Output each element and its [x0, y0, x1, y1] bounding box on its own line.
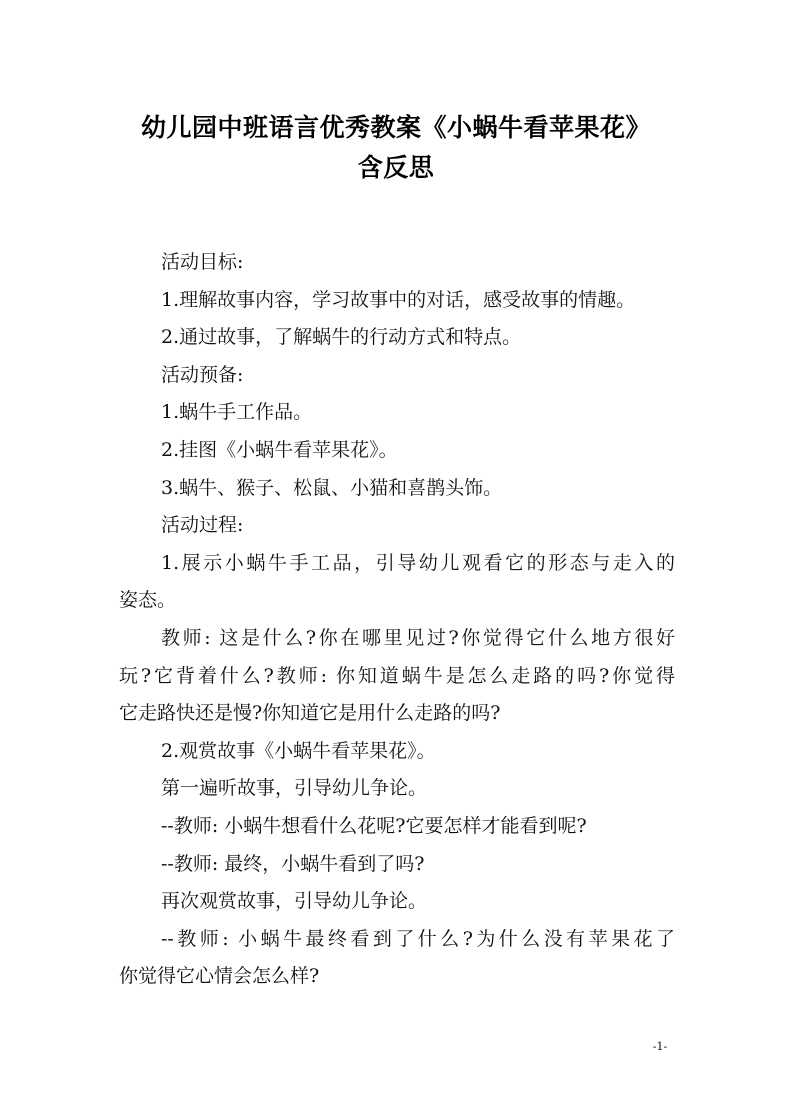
paragraph: 3.蜗牛、猴子、松鼠、小猫和喜鹊头饰。 — [161, 476, 503, 499]
section-heading-goals: 活动目标: — [161, 251, 244, 273]
paragraph-continuation: 姿态。 — [119, 589, 177, 612]
paragraph: 第一遍听故事，引导幼儿争论。 — [161, 777, 428, 800]
paragraph: 1.展示小蜗牛手工品，引导幼儿观看它的形态与走入的 — [161, 551, 675, 574]
paragraph: 2.通过故事，了解蜗牛的行动方式和特点。 — [161, 326, 522, 349]
document-title: 幼儿园中班语言优秀教案《小蜗牛看苹果花》 — [140, 113, 651, 142]
dialogue-line: --教师: 小蜗牛最终看到了什么?为什么没有苹果花了 — [161, 927, 675, 950]
paragraph: 2.挂图《小蜗牛看苹果花》。 — [161, 438, 398, 461]
paragraph: 再次观赏故事，引导幼儿争论。 — [161, 890, 428, 913]
paragraph: 2.观赏故事《小蜗牛看苹果花》。 — [161, 739, 436, 762]
paragraph-continuation: 它走路快还是慢?你知道它是用什么走路的吗? — [119, 702, 501, 725]
dialogue-line: --教师: 最终，小蜗牛看到了吗? — [161, 852, 425, 875]
document-title-line-2: 含反思 — [357, 153, 435, 182]
paragraph: 1.理解故事内容，学习故事中的对话，感受故事的情趣。 — [161, 288, 636, 311]
paragraph-continuation: 玩?它背着什么?教师: 你知道蜗牛是怎么走路的吗?你觉得 — [119, 664, 675, 687]
page-number: -1- — [652, 1040, 668, 1053]
paragraph: 教师: 这是什么?你在哪里见过?你觉得它什么地方很好 — [161, 626, 675, 649]
paragraph-continuation: 你觉得它心情会怎么样? — [119, 965, 320, 988]
section-heading-preparation: 活动预备: — [161, 363, 244, 386]
paragraph: 1.蜗牛手工作品。 — [161, 401, 313, 424]
section-heading-process: 活动过程: — [161, 514, 244, 537]
document-body — [119, 244, 675, 996]
dialogue-line: --教师: 小蜗牛想看什么花呢?它要怎样才能看到呢? — [161, 814, 587, 837]
